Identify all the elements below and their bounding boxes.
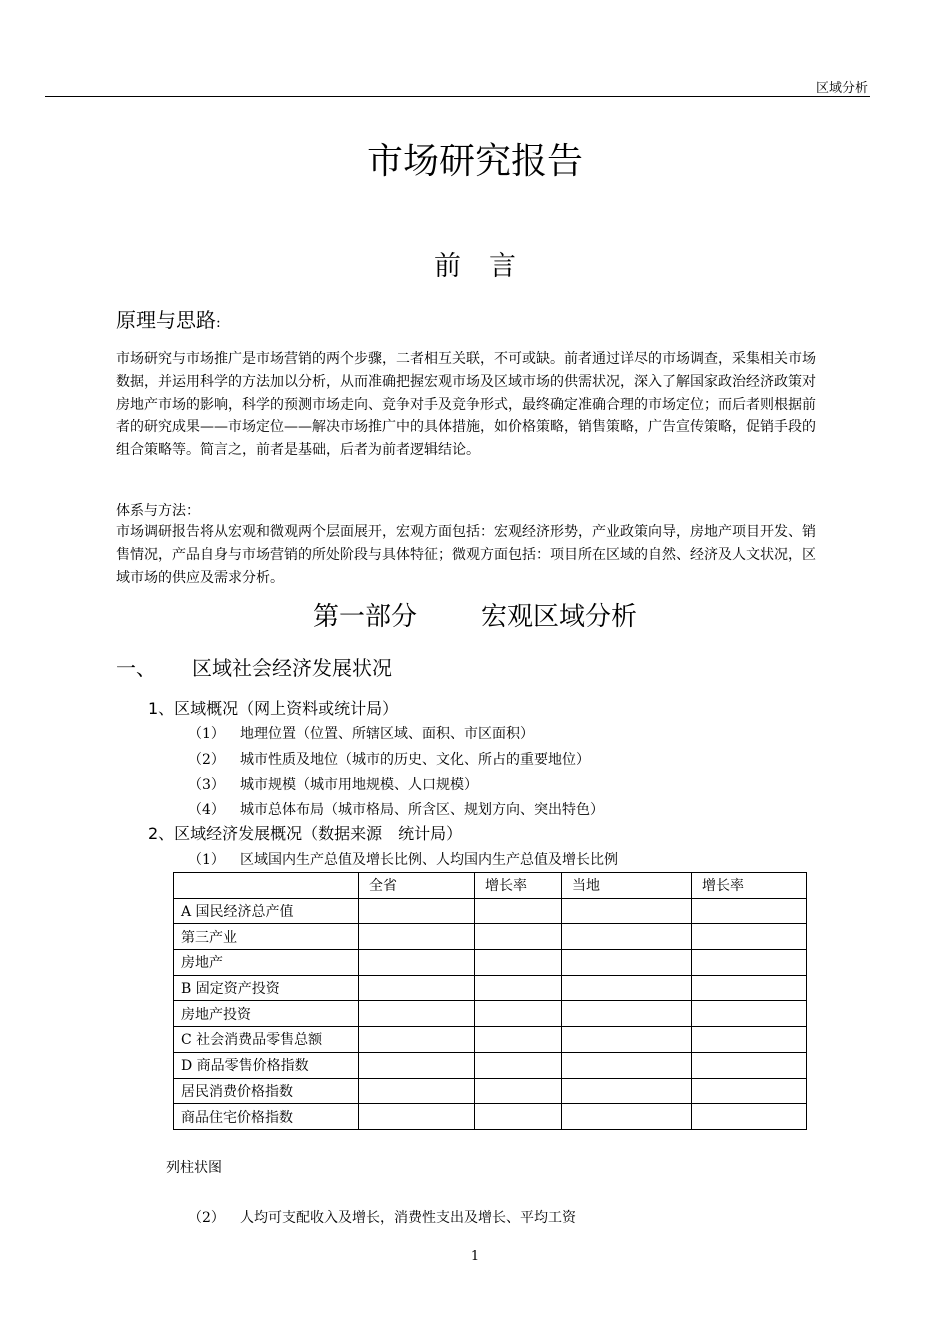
table-cell	[692, 1027, 807, 1053]
table-cell	[475, 950, 562, 976]
table-cell	[359, 1052, 475, 1078]
table-row-label: C 社会消费品零售总额	[174, 1027, 359, 1053]
list-item-number: （1）	[188, 852, 225, 868]
table-row	[174, 924, 807, 950]
section-one-number: 一、	[116, 656, 156, 680]
table-cell	[359, 1001, 475, 1027]
table-cell	[359, 924, 475, 950]
principle-paragraph: 市场研究与市场推广是市场营销的两个步骤，二者相互关联，不可或缺。前者通过详尽的市场调查，采集相关市场数据，并运用科学的方法加以分析，从而准确把握宏观市场及区域市场的供需状况，深入了解国家政治经济政策对房地产市场的影响，科学的预测市场走向、竞争对手及竞争形式，最终确定准确合理的市场定位；而后者则根据前者的研究成果——市场定位——解决市场推广中的具体措施，如价格策略，销售策略，广告宣传策略，促销手段的组合策略等。简言之，前者是基础，后者为前者逻辑结论。	[116, 351, 816, 459]
table-header-cell	[174, 873, 359, 899]
bar-chart-label: 列柱状图	[166, 1160, 222, 1176]
table-cell	[475, 898, 562, 924]
list-item-number: （3）	[188, 777, 225, 793]
table-row-label: 房地产投资	[174, 1001, 359, 1027]
list-item	[188, 1207, 576, 1227]
list-item	[188, 849, 618, 869]
table-cell	[475, 1104, 562, 1130]
table-cell	[692, 975, 807, 1001]
list-item-text: 城市规模（城市用地规模、人口规模）	[240, 777, 478, 793]
list-item-number: （1）	[188, 726, 225, 742]
list-item	[188, 749, 590, 769]
table-cell	[692, 1078, 807, 1104]
list-item	[188, 723, 534, 743]
gdp-table	[173, 872, 807, 1130]
header-rule	[45, 96, 870, 97]
table-header-cell: 当地	[562, 873, 692, 899]
part-one-title	[0, 596, 950, 633]
table-header-cell: 增长率	[692, 873, 807, 899]
table-row-label: 商品住宅价格指数	[174, 1104, 359, 1130]
table-cell	[475, 1052, 562, 1078]
table-cell	[562, 1001, 692, 1027]
table-cell	[692, 1052, 807, 1078]
table-row	[174, 1078, 807, 1104]
table-cell	[475, 1027, 562, 1053]
table-row	[174, 898, 807, 924]
section-one-title: 区域社会经济发展状况	[192, 656, 392, 680]
subsection-economy-overview: 2、区域经济发展概况（数据来源 统计局）	[148, 824, 463, 843]
list-item-number: （4）	[188, 802, 225, 818]
table-cell	[475, 975, 562, 1001]
list-item	[188, 799, 604, 819]
table-header-cell: 增长率	[475, 873, 562, 899]
list-item-number: （2）	[188, 752, 225, 768]
table-cell	[562, 1078, 692, 1104]
list-item-text: 城市总体布局（城市格局、所含区、规划方向、突出特色）	[240, 802, 604, 818]
table-cell	[475, 1078, 562, 1104]
table-row-label: D 商品零售价格指数	[174, 1052, 359, 1078]
table-row	[174, 975, 807, 1001]
table-row-label: 第三产业	[174, 924, 359, 950]
table-cell	[562, 924, 692, 950]
table-cell	[562, 898, 692, 924]
table-cell	[475, 924, 562, 950]
table-row-label: 房地产	[174, 950, 359, 976]
part-one-name: 宏观区域分析	[481, 602, 638, 632]
page-number: 1	[470, 1249, 480, 1264]
table-cell	[692, 1104, 807, 1130]
section-one-heading	[116, 652, 392, 681]
table-cell	[692, 1001, 807, 1027]
table-cell	[692, 898, 807, 924]
table-cell	[562, 975, 692, 1001]
table-cell	[475, 1001, 562, 1027]
table-cell	[562, 950, 692, 976]
table-cell	[359, 975, 475, 1001]
table-cell	[562, 1027, 692, 1053]
preface-heading: 前言	[434, 251, 544, 282]
table-cell	[359, 950, 475, 976]
table-cell	[359, 1104, 475, 1130]
table-row-label: B 固定资产投资	[174, 975, 359, 1001]
table-cell	[692, 950, 807, 976]
part-one-label: 第一部分	[312, 602, 417, 632]
principle-heading-colon: :	[216, 315, 221, 331]
principle-heading	[116, 304, 221, 333]
table-cell	[692, 924, 807, 950]
list-item-text: 地理位置（位置、所辖区域、面积、市区面积）	[240, 726, 534, 742]
table-cell	[359, 1078, 475, 1104]
table-cell	[562, 1052, 692, 1078]
table-row-label: A 国民经济总产值	[174, 898, 359, 924]
list-item-number: （2）	[188, 1210, 225, 1226]
table-row	[174, 1001, 807, 1027]
table-cell	[359, 1027, 475, 1053]
list-item-text: 区域国内生产总值及增长比例、人均国内生产总值及增长比例	[240, 852, 618, 868]
table-cell	[562, 1104, 692, 1130]
list-item	[188, 774, 478, 794]
table-row	[174, 1104, 807, 1130]
system-method-label: 体系与方法：	[116, 503, 200, 519]
table-cell	[359, 898, 475, 924]
principle-heading-text: 原理与思路	[116, 308, 216, 332]
header-section-label: 区域分析	[815, 81, 868, 96]
table-row-label: 居民消费价格指数	[174, 1078, 359, 1104]
table-header-cell: 全省	[359, 873, 475, 899]
document-title: 市场研究报告	[366, 141, 583, 182]
table-header-row	[174, 873, 807, 899]
list-item-text: 人均可支配收入及增长，消费性支出及增长、平均工资	[240, 1210, 576, 1226]
table-row	[174, 1027, 807, 1053]
system-method-paragraph: 市场调研报告将从宏观和微观两个层面展开，宏观方面包括：宏观经济形势，产业政策向导，房地产项目开发、销售情况，产品自身与市场营销的所处阶段与具体特征；微观方面包括：项目所在区域的自然、经济及人文状况，区域市场的供应及需求分析。	[116, 524, 816, 586]
table-row	[174, 1052, 807, 1078]
subsection-area-overview: 1、区域概况（网上资料或统计局）	[148, 699, 399, 718]
list-item-text: 城市性质及地位（城市的历史、文化、所占的重要地位）	[240, 752, 590, 768]
table-row	[174, 950, 807, 976]
